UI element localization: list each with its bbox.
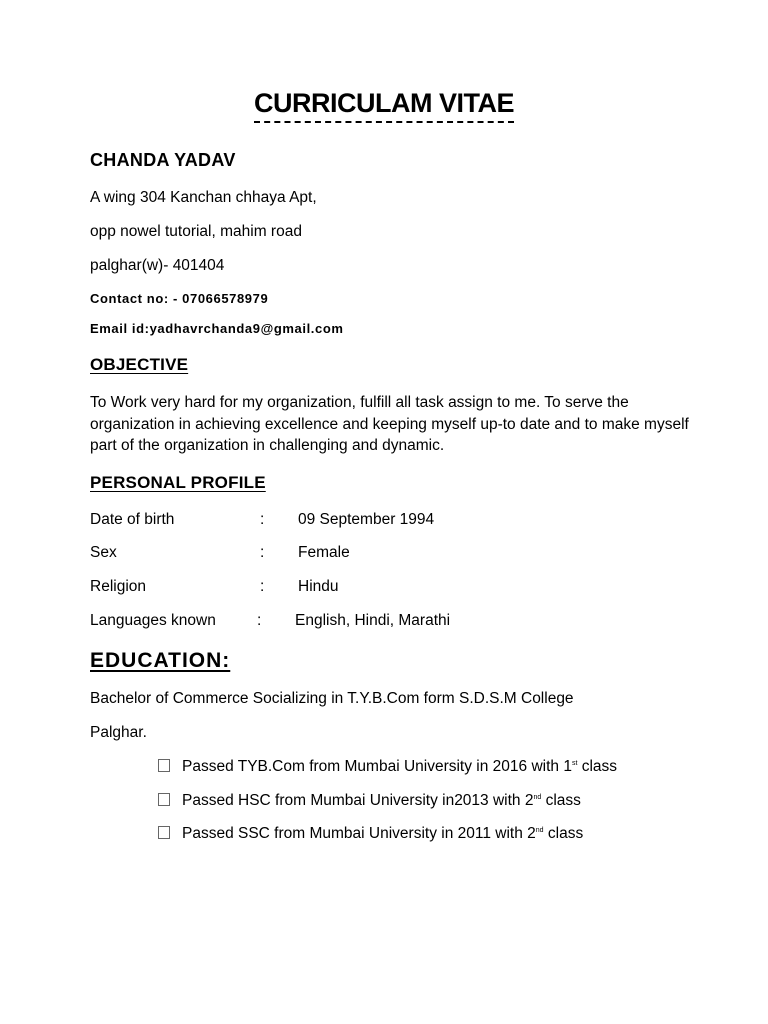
profile-separator: :	[260, 544, 265, 561]
address-line-3: palghar(w)- 401404	[90, 257, 225, 274]
education-item-ssc	[158, 825, 583, 843]
profile-label: Religion	[90, 578, 147, 595]
address-line-2: opp nowel tutorial, mahim road	[90, 223, 302, 240]
profile-label: Date of birth	[90, 511, 175, 528]
profile-value: 09 September 1994	[298, 511, 435, 528]
address-line-1: A wing 304 Kanchan chhaya Apt,	[90, 189, 317, 206]
profile-separator: :	[260, 578, 265, 595]
education-item-text: Passed TYB.Com from Mumbai University in 2016 with 1	[182, 758, 572, 775]
education-item-text: Passed HSC from Mumbai University in2013 with 2	[182, 792, 534, 809]
education-degree-line: Bachelor of Commerce Socializing in T.Y.B.Com form S.D.S.M College	[90, 690, 574, 707]
bullet-box-icon	[158, 759, 170, 772]
education-item-class: class	[543, 825, 584, 842]
profile-value: Hindu	[298, 578, 339, 595]
objective-heading: OBJECTIVE	[90, 355, 189, 374]
education-heading: EDUCATION:	[90, 649, 231, 672]
document-title-text: CURRICULAM VITAE	[254, 88, 514, 123]
education-item-class: class	[541, 792, 581, 809]
bullet-box-icon	[158, 793, 170, 806]
ordinal-suffix: nd	[533, 794, 542, 801]
profile-label: Sex	[90, 544, 117, 561]
education-item-hsc	[158, 792, 581, 810]
profile-value: English, Hindi, Marathi	[295, 612, 451, 629]
candidate-name: CHANDA YADAV	[90, 150, 236, 170]
ordinal-suffix: st	[571, 760, 578, 767]
education-college-line: Palghar.	[90, 724, 147, 741]
education-item-text: Passed SSC from Mumbai University in 2011 with 2	[182, 825, 536, 842]
profile-label: Languages known	[90, 612, 216, 629]
profile-separator: :	[260, 511, 265, 528]
bullet-box-icon	[158, 826, 170, 839]
education-item-class: class	[577, 758, 618, 775]
objective-text: To Work very hard for my organization, fulfill all task assign to me. To serve the organization in achieving excellence and keeping myself up-to date and to make myself part of the organization in challenging and dynamic.	[90, 394, 689, 454]
personal-profile-heading: PERSONAL PROFILE	[90, 473, 266, 492]
ordinal-suffix: nd	[535, 827, 544, 834]
email-address: Email id:yadhavrchanda9@gmail.com	[90, 321, 344, 336]
profile-separator: :	[257, 612, 262, 629]
profile-value: Female	[298, 544, 350, 561]
education-item-tybcom	[158, 758, 617, 776]
document-title	[0, 88, 768, 123]
contact-number: Contact no: - 07066578979	[90, 291, 269, 306]
